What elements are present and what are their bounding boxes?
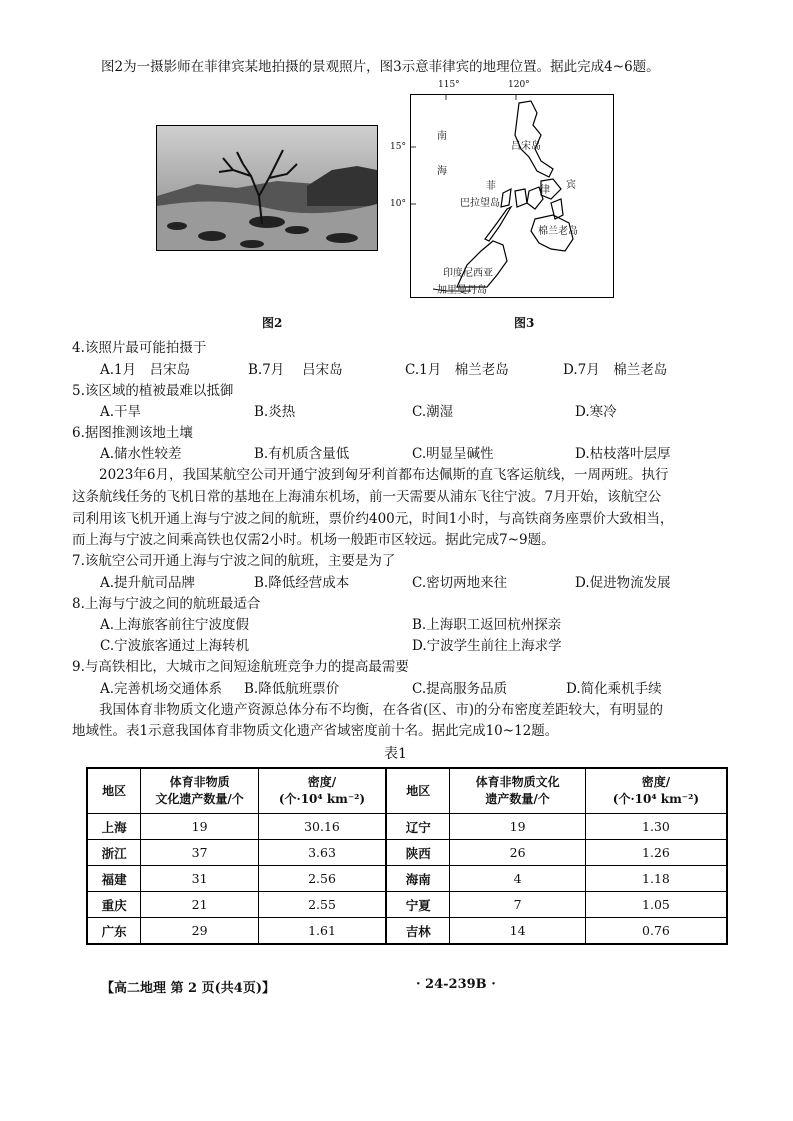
question-9-option-a[interactable]: A.完善机场交通体系	[100, 681, 223, 697]
table-row	[87, 814, 727, 840]
table-cell-density: 30.16	[258, 814, 386, 840]
table-cell-density: 1.18	[585, 866, 727, 892]
table-cell-density: 2.55	[258, 892, 386, 918]
header-count-right	[450, 768, 586, 814]
question-8-option-d[interactable]: D.宁波学生前往上海求学	[412, 638, 562, 654]
question-5-option-d[interactable]: D.寒冷	[575, 404, 617, 420]
table-cell-count: 19	[141, 814, 259, 840]
map-label-palawan: 巴拉望岛	[460, 198, 500, 209]
philippines-map-outline	[411, 95, 613, 297]
table-row	[87, 892, 727, 918]
header-density-left-line2: (个·10⁴ km⁻²)	[278, 792, 366, 806]
map-label-fei: 菲	[486, 181, 496, 192]
table-cell-region: 海南	[386, 866, 450, 892]
question-5-option-c[interactable]: C.潮湿	[412, 404, 454, 420]
header-region-left: 地区	[87, 768, 141, 814]
header-region-right: 地区	[386, 768, 450, 814]
header-count-right-line1: 体育非物质文化	[475, 775, 560, 789]
question-7-option-a[interactable]: A.提升航司品牌	[100, 575, 196, 591]
question-6-option-c[interactable]: C.明显呈碱性	[412, 446, 494, 462]
header-density-left-line1: 密度/	[307, 775, 337, 789]
question-7-option-d[interactable]: D.促进物流发展	[575, 575, 671, 591]
header-density-right-line2: (个·10⁴ km⁻²)	[612, 792, 700, 806]
figure3-caption: 图3	[514, 316, 535, 330]
dry-tree-photo-image	[157, 126, 377, 250]
table-cell-density: 0.76	[585, 918, 727, 945]
table-row	[87, 840, 727, 866]
question-7-stem: 7.该航空公司开通上海与宁波之间的航班，主要是为了	[72, 553, 396, 569]
question-9-option-b[interactable]: B.降低航班票价	[244, 681, 340, 697]
lon-label-120: 120°	[508, 80, 530, 90]
table-cell-density: 3.63	[258, 840, 386, 866]
table-cell-count: 19	[450, 814, 586, 840]
passage-2-line-4: 而上海与宁波之间乘高铁也仅需2小时。机场一般距市区较远。据此完成7~9题。	[72, 532, 555, 548]
table-cell-region: 上海	[87, 814, 141, 840]
header-count-left	[141, 768, 259, 814]
header-count-left-line1: 体育非物质	[169, 775, 230, 789]
map-label-mindanao: 棉兰老岛	[538, 226, 578, 237]
intro-text: 图2为一摄影师在菲律宾某地拍摄的景观照片，图3示意菲律宾的地理位置。据此完成4~6题。	[101, 59, 660, 75]
table-cell-count: 31	[141, 866, 259, 892]
question-5-option-b[interactable]: B.炎热	[254, 404, 296, 420]
question-7-option-c[interactable]: C.密切两地来往	[412, 575, 508, 591]
question-6-option-a[interactable]: A.储水性较差	[100, 446, 182, 462]
map-label-bin: 宾	[566, 180, 576, 191]
table-cell-region: 吉林	[386, 918, 450, 945]
header-density-right	[585, 768, 727, 814]
table-cell-region: 重庆	[87, 892, 141, 918]
table-cell-count: 26	[450, 840, 586, 866]
question-7-option-b[interactable]: B.降低经营成本	[254, 575, 350, 591]
map-label-kalimantan: 加里曼丹岛	[437, 285, 487, 296]
table-cell-count: 14	[450, 918, 586, 945]
question-4-option-a[interactable]: A.1月 吕宋岛	[100, 362, 191, 378]
question-4-option-b[interactable]: B.7月 吕宋岛	[248, 362, 343, 378]
landscape-photo	[156, 125, 378, 251]
table-cell-density: 1.26	[585, 840, 727, 866]
heritage-density-table	[86, 767, 728, 945]
lon-label-115: 115°	[438, 80, 460, 90]
table-cell-region: 广东	[87, 918, 141, 945]
question-8-option-a[interactable]: A.上海旅客前往宁波度假	[100, 617, 250, 633]
map-label-south-china-sea-1: 南	[437, 131, 447, 142]
table-cell-count: 21	[141, 892, 259, 918]
table-cell-density: 2.56	[258, 866, 386, 892]
lat-label-15: 15°	[390, 142, 406, 152]
table-header-row	[87, 768, 727, 814]
header-count-left-line2: 文化遗产数量/个	[155, 792, 244, 806]
question-5-option-a[interactable]: A.干旱	[100, 404, 142, 420]
question-4-stem: 4.该照片最可能拍摄于	[72, 340, 207, 356]
question-6-option-b[interactable]: B.有机质含量低	[254, 446, 350, 462]
table-cell-count: 7	[450, 892, 586, 918]
question-8-option-c[interactable]: C.宁波旅客通过上海转机	[100, 638, 250, 654]
passage-3-line-1: 我国体育非物质文化遗产资源总体分布不均衡，在各省(区、市)的分布密度差距较大，有明显的	[72, 702, 664, 718]
map-label-south-china-sea-2: 海	[437, 166, 447, 177]
table-cell-count: 29	[141, 918, 259, 945]
table-cell-region: 浙江	[87, 840, 141, 866]
table-row	[87, 918, 727, 945]
question-5-stem: 5.该区域的植被最难以抵御	[72, 383, 234, 399]
table-title: 表1	[384, 746, 407, 762]
header-density-left	[258, 768, 386, 814]
table-cell-density: 1.30	[585, 814, 727, 840]
table-cell-count: 4	[450, 866, 586, 892]
table-row	[87, 866, 727, 892]
passage-3-line-2: 地域性。表1示意我国体育非物质文化遗产省域密度前十名。据此完成10~12题。	[72, 723, 559, 739]
table-cell-density: 1.61	[258, 918, 386, 945]
question-8-option-b[interactable]: B.上海职工返回杭州探亲	[412, 617, 562, 633]
map-label-lv: 律	[540, 185, 550, 196]
table-cell-region: 宁夏	[386, 892, 450, 918]
table-cell-region: 福建	[87, 866, 141, 892]
header-count-right-line2: 遗产数量/个	[485, 792, 550, 806]
question-8-stem: 8.上海与宁波之间的航班最适合	[72, 596, 261, 612]
question-9-option-d[interactable]: D.简化乘机手续	[566, 681, 662, 697]
passage-2-line-3: 司利用该飞机开通上海与宁波之间的航班，票价约400元，时间1小时，与高铁商务座票价大致相当，	[72, 511, 674, 527]
question-9-stem: 9.与高铁相比，大城市之间短途航班竞争力的提高最需要	[72, 659, 409, 675]
passage-2-line-1: 2023年6月，我国某航空公司开通宁波到匈牙利首都布达佩斯的直飞客运航线，一周两班。执行	[72, 467, 669, 483]
question-4-option-c[interactable]: C.1月 棉兰老岛	[405, 362, 509, 378]
header-density-right-line1: 密度/	[641, 775, 671, 789]
footer-paper-code: · 24-239B ·	[416, 977, 496, 992]
map-label-indonesia: 印度尼西亚	[443, 268, 493, 279]
lat-label-10: 10°	[390, 199, 406, 209]
passage-2-line-2: 这条航线任务的飞机日常的基地在上海浦东机场，前一天需要从浦东飞往宁波。7月开始，该航空公	[72, 489, 662, 505]
question-6-stem: 6.据图推测该地土壤	[72, 425, 193, 441]
question-6-option-d[interactable]: D.枯枝落叶层厚	[575, 446, 671, 462]
table-cell-density: 1.05	[585, 892, 727, 918]
figure2-caption: 图2	[262, 316, 283, 330]
question-4-option-d[interactable]: D.7月 棉兰老岛	[563, 362, 668, 378]
map-label-luzon: 吕宋岛	[511, 141, 541, 152]
footer-page-info: 【高二地理 第 2 页(共4页)】	[101, 981, 275, 996]
table-cell-count: 37	[141, 840, 259, 866]
philippines-map	[410, 94, 614, 298]
table-cell-region: 辽宁	[386, 814, 450, 840]
table-cell-region: 陕西	[386, 840, 450, 866]
question-9-option-c[interactable]: C.提高服务品质	[412, 681, 508, 697]
